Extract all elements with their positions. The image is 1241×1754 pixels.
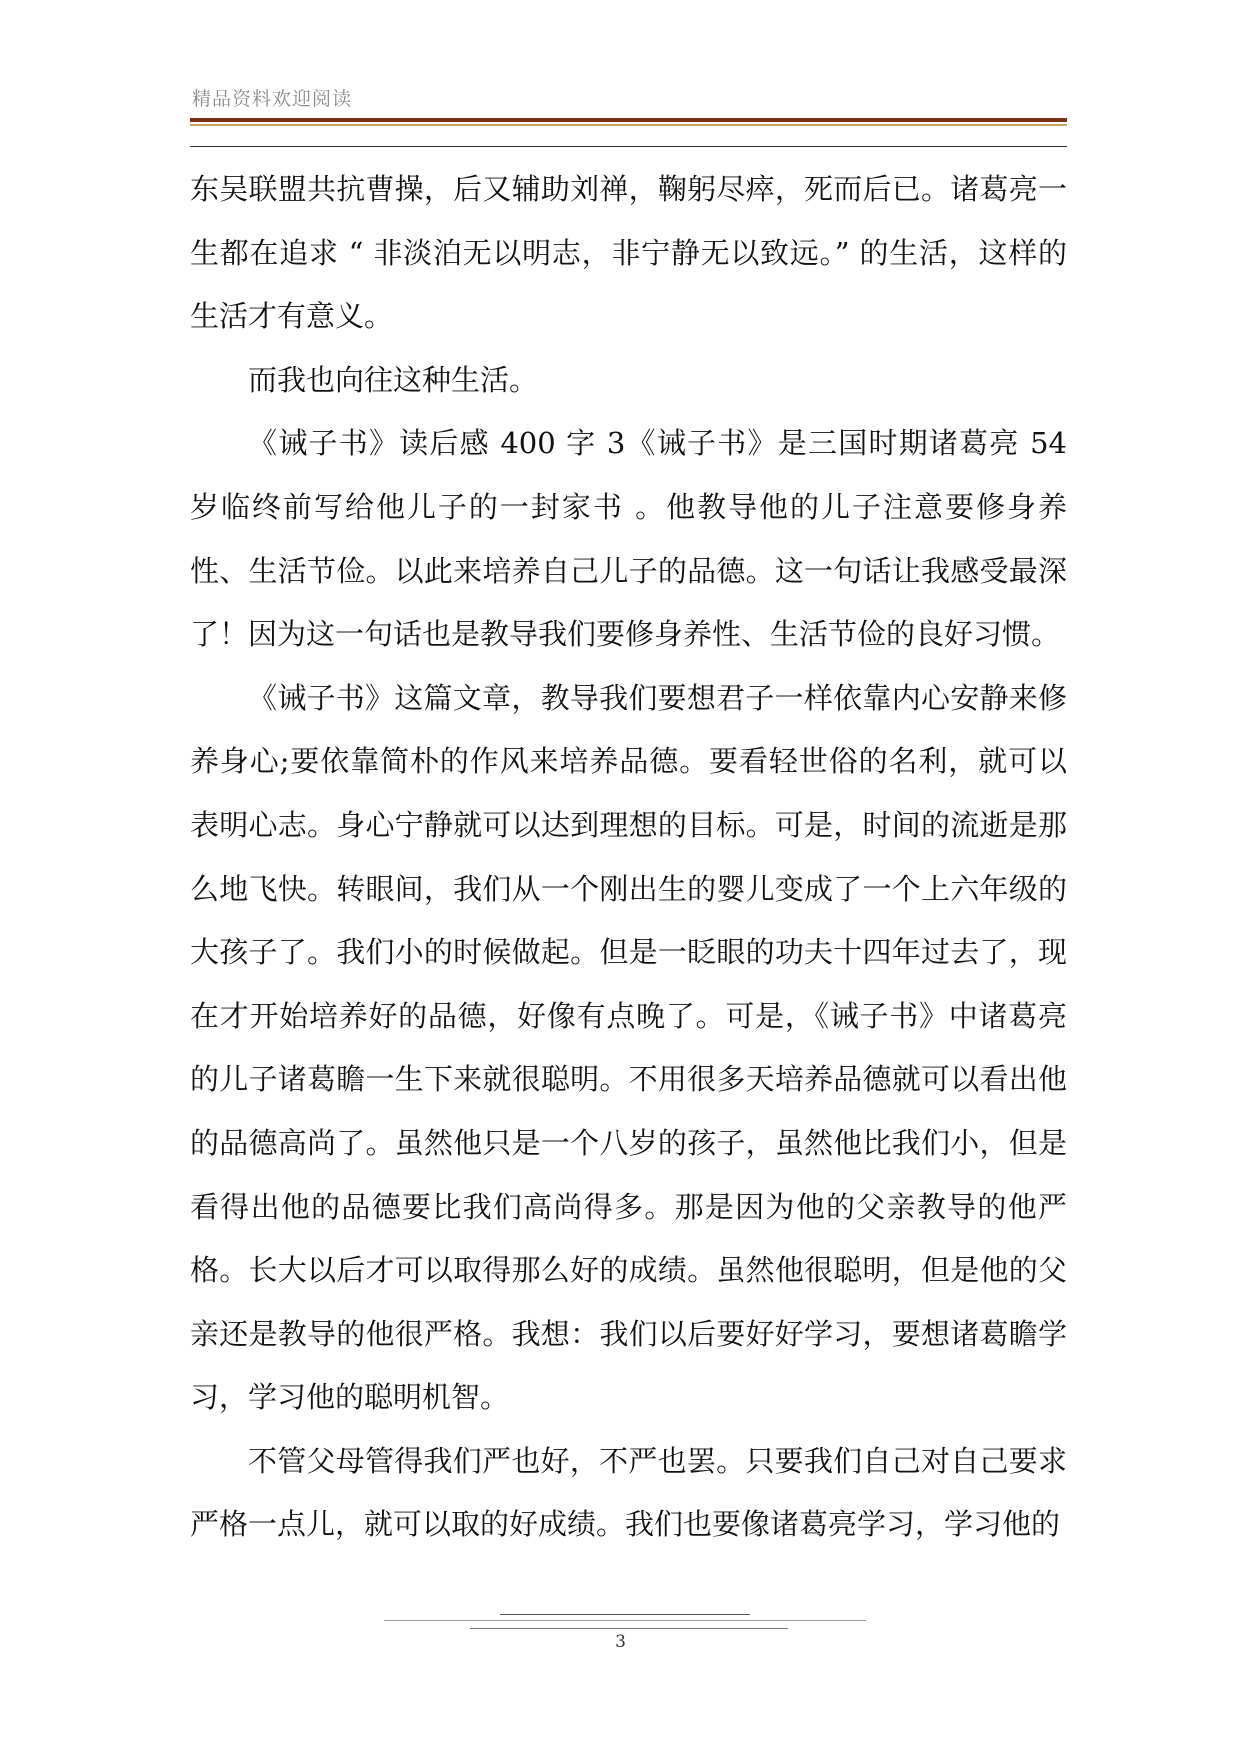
paragraph-3: 《诫子书》读后感 400 字 3《诫子书》是三国时期诸葛亮 54 岁临终前写给他儿子的一封家书 。他教导他的儿子注意要修身养性、生活节俭。以此来培养自己儿子的品德。这一句话让我感受最深了！因为这一句话也是教导我们要修身养性、生活节俭的良好习惯。: [190, 426, 1067, 652]
header-rule-thin: [190, 124, 1067, 126]
footer-rule-top: [500, 1614, 750, 1615]
page-header-title: 精品资料欢迎阅读: [192, 88, 353, 110]
paragraph-4: 《诫子书》这篇文章，教导我们要想君子一样依靠内心安静来修养身心;要依靠简朴的作风来培养品德。要看轻世俗的名利，就可以表明心志。身心宁静就可以达到理想的目标。可是，时间的流逝是那么地飞快。转眼间，我们从一个刚出生的婴儿变成了一个上六年级的大孩子了。我们小的时候做起。但是一眨眼的功夫十四年过去了，现在才开始培养好的品德，好像有点晚了。可是，《诫子书》中诸葛亮的儿子诸葛瞻一生下来就很聪明。不用很多天培养品德就可以看出他的品德高尚了。虽然他只是一个八岁的孩子，虽然他比我们小，但是看得出他的品德要比我们高尚得多。那是因为他的父亲教导的他严格。长大以后才可以取得那么好的成绩。虽然他很聪明，但是他的父亲还是教导的他很严格。我想：我们以后要好好学习，要想诸葛瞻学习，学习他的聪明机智。: [190, 680, 1067, 1415]
header-rule-thick: [190, 118, 1067, 122]
paragraph-1: 东吴联盟共抗曹操，后又辅助刘禅，鞠躬尽瘁，死而后已。诸葛亮一生都在追求 “ 非淡泊无以明志，非宁静无以致远。” 的生活，这样的生活才有意义。: [190, 172, 1067, 334]
footer-rule-bottom: [470, 1628, 788, 1629]
footer-rule-middle: [384, 1620, 866, 1621]
document-body: [190, 158, 1067, 1557]
paragraph-5: 不管父母管得我们严也好，不严也罢。只要我们自己对自己要求严格一点儿，就可以取的好成绩。我们也要像诸葛亮学习，学习他的: [190, 1443, 1067, 1542]
page-number: 3: [615, 1632, 626, 1652]
paragraph-2: 而我也向往这种生活。: [248, 362, 539, 397]
header-rule-line: [190, 146, 1067, 147]
